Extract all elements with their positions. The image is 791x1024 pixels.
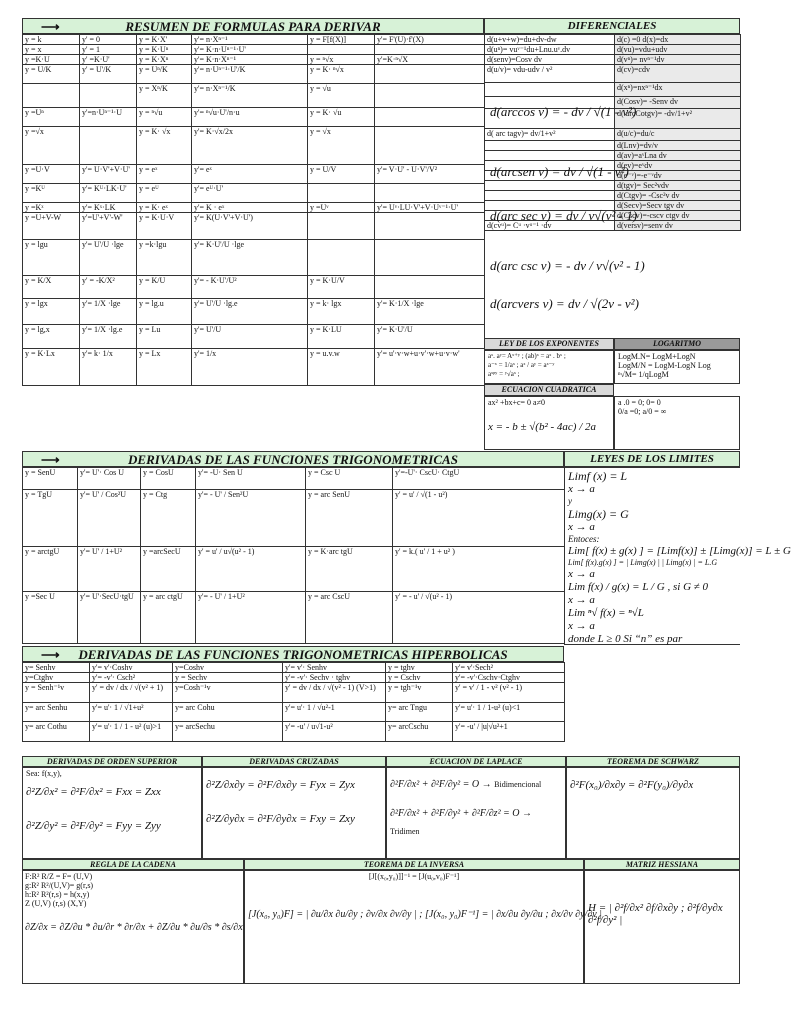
deriv-cell: y = lg,x (23, 325, 80, 349)
diferencial-cell (485, 191, 615, 201)
diferencial-row (485, 45, 741, 55)
deriv-cell: y =Uᵛ (308, 203, 375, 213)
diferencial-cell: d(cvᵘ)= Cᵘ ·vᵘ⁻¹ ·dv (485, 221, 615, 231)
deriv-cell: y'= 1/X ·lg.e (80, 325, 137, 349)
deriv-cell: y = lg.u (137, 299, 192, 325)
hiper-cell: y'= u'· 1 / 1 - u² (u)>1 (90, 722, 173, 742)
hiper-cell: y= arc Cothu (23, 722, 90, 742)
deriv-cell: y = lgu (23, 240, 80, 276)
trig-cell: y'= U'· Cos U (78, 468, 141, 490)
hiper-cell: y = tghv (386, 663, 453, 673)
deriv-cell: y =Kᵁ (23, 184, 80, 203)
deriv-cell: y = √x (308, 127, 375, 165)
trig-cell: y = TgU (23, 490, 78, 547)
hiper-cell: y'= v'·Sech² (453, 663, 565, 673)
trig-row (23, 547, 565, 592)
trig-table (22, 467, 565, 644)
deriv-cell (308, 184, 375, 203)
limite-line: Lim[ f(x).g(x) ] = | Limg(x) | | Limg(x) | = L.G (568, 558, 718, 567)
trig-row (23, 592, 565, 644)
deriv-cell: y'= - K·U'/U² (192, 276, 308, 299)
deriv-cell: y = k· lgx (308, 299, 375, 325)
diferencial-cell: d(Secv)=Secv tgv dv (615, 201, 741, 211)
deriv-row (23, 165, 485, 184)
diferencial-cell (485, 181, 615, 191)
diferencial-row (485, 181, 741, 191)
deriv-cell: y = K·LU (308, 325, 375, 349)
limite-line: x → a (568, 483, 595, 495)
trig-cell: y =arcSecU (141, 547, 196, 592)
deriv-cell: y'= U'/U ·lg.e (192, 299, 308, 325)
deriv-row (23, 65, 485, 84)
d-arcsen-formula: d(arcsen v) = dv / √(1 - v²) (490, 164, 629, 179)
deriv-cell: y = K·Lx (23, 349, 80, 386)
diferencial-cell: d(Cscv)=-cscv ctgv dv (615, 211, 741, 221)
limite-line: x → a (568, 620, 595, 632)
deriv-cell: y = ⁿ√x (308, 55, 375, 65)
d-arccsc-formula: d(arc csc v) = - dv / v√(v² - 1) (490, 258, 645, 273)
deriv-cell: y'= ⁿ√u·U'/n·u (192, 108, 308, 127)
hiper-cell: y'= u'· 1 / √1+u² (90, 703, 173, 722)
diferencial-cell: d( arcCotgv)= -dv/1+v² (615, 109, 741, 129)
deriv-row (23, 108, 485, 127)
limite-line: Limg(x) = G (568, 507, 629, 521)
diferencial-cell (485, 151, 615, 161)
hiper-cell: y'= -u' / u√1-u² (283, 722, 386, 742)
hiper-row (23, 683, 565, 703)
diferenciales-header: DIFERENCIALES (484, 18, 740, 34)
deriv-cell: y'= n·Uⁿ⁻¹·U'/K (192, 65, 308, 84)
deriv-cell: y = √u (308, 84, 375, 108)
deriv-cell (375, 84, 485, 108)
deriv-row (23, 349, 485, 386)
cadena-header: REGLA DE LA CADENA (22, 859, 244, 870)
trig-cell: y = Csc U (306, 468, 393, 490)
deriv-cell: y = K·X' (137, 35, 192, 45)
limite-line: Lim[ f(x) ± g(x) ] = [Limf(x)] ± [Limg(x)] = L ± G (568, 545, 791, 557)
deriv-cell: y'= K·√x/2x (192, 127, 308, 165)
hiper-cell: y'= -u' / |u|√u²+1 (453, 722, 565, 742)
hiper-cell: y' = dv / dx / √(v² - 1) (V>1) (283, 683, 386, 703)
hiper-row (23, 673, 565, 683)
deriv-cell: y' =K·U' (80, 55, 137, 65)
diferenciales-table (484, 34, 741, 231)
diferencial-row (485, 141, 741, 151)
deriv-cell: y =U+V-W (23, 213, 80, 240)
diferencial-cell: d(c) =0 d(x)=dx (615, 35, 741, 45)
diferencial-cell: d(u+v+w)=du+dv-dw (485, 35, 615, 45)
diferencial-cell: d(e⁻ᵛ)=-e⁻ᵛdv (615, 171, 741, 181)
deriv-cell: y = U/K (23, 65, 80, 84)
deriv-cell (308, 45, 375, 55)
deriv-row (23, 35, 485, 45)
diferencial-cell: d(u/c)=du/c (615, 129, 741, 141)
deriv-cell: y = ⁿ√u (137, 108, 192, 127)
deriv-cell (375, 65, 485, 84)
inversa-header: TEOREMA DE LA INVERSA (244, 859, 584, 870)
hiper-cell: y=Cosh⁻¹v (173, 683, 283, 703)
arrow-icon: ⟶ (41, 19, 60, 34)
inversa-box: [J[(x₀,y₀)]]⁻¹ = [J(u₀,v₀)F⁻¹] [J(x₀, y₀)F] = | ∂u/∂x ∂u/∂y ; ∂v/∂x ∂v/∂y | ; [J(x₀, y₀)F⁻¹] = | ∂x/∂u ∂y/∂u ; ∂x/∂v ∂y/∂v | (244, 870, 584, 984)
diferencial-cell: d(Lnv)=dv/v (615, 141, 741, 151)
cuadratica-header: ECUACION CUADRATICA (484, 384, 614, 396)
deriv-cell (375, 213, 485, 240)
orden-header: DERIVADAS DE ORDEN SUPERIOR (22, 756, 202, 767)
limites-content (568, 469, 791, 646)
deriv-cell: y'= n·Xⁿ⁻¹/K (192, 84, 308, 108)
deriv-cell: y'= F'(U)·f'(X) (375, 35, 485, 45)
deriv-row (23, 45, 485, 55)
limite-line: donde L ≥ 0 Si “n” es par (568, 633, 683, 645)
deriv-cell: y = K·U/V (308, 276, 375, 299)
deriv-row (23, 127, 485, 165)
deriv-cell (375, 276, 485, 299)
deriv-cell: y' = U'/K (80, 65, 137, 84)
deriv-row (23, 84, 485, 108)
deriv-cell: y = K/U (137, 276, 192, 299)
deriv-cell: y = K·Uⁿ (137, 45, 192, 55)
diferencial-cell: d(ev)=eᵛdv (615, 161, 741, 171)
hessiana-header: MATRIZ HESSIANA (584, 859, 740, 870)
resumen-header: ⟶ RESUMEN DE FORMULAS PARA DERIVAR (22, 18, 484, 34)
deriv-cell: y'= Kᵁ·LK·U' (80, 184, 137, 203)
deriv-cell: y =K·U (23, 55, 80, 65)
hiper-cell: y = Cschv (386, 673, 453, 683)
hiper-cell: y= arc Senhu (23, 703, 90, 722)
deriv-cell: y' = -K/X² (80, 276, 137, 299)
trig-cell: y = arctgU (23, 547, 78, 592)
trig-cell: y'= - U' / Sen²U (196, 490, 306, 547)
exponentes-header: LEY DE LOS EXPONENTES (484, 338, 614, 350)
hiper-cell: y= arc Cohu (173, 703, 283, 722)
deriv-cell: y'= 1/x (192, 349, 308, 386)
hiper-row (23, 663, 565, 673)
deriv-cell: y = Uⁿ/K (137, 65, 192, 84)
diferencial-cell: d(cv)=cdv (615, 65, 741, 83)
diferencial-cell: d(versv)=senv dv (615, 221, 741, 231)
diferencial-row (485, 35, 741, 45)
orden-box: Sea: f(x,y), ∂²Z/∂x² = ∂²F/∂x² = Fxx = Zxx ∂²Z/∂y² = ∂²F/∂y² = Fyy = Zyy (22, 767, 202, 859)
deriv-cell: y = Xⁿ/K (137, 84, 192, 108)
hiper-cell: y= arc Tngu (386, 703, 453, 722)
diferencial-cell: d(vu)=vdu+udv (615, 45, 741, 55)
diferencial-cell: d(Cosv)= -Senv dv (615, 97, 741, 109)
limite-line: y (568, 496, 572, 506)
trig-cell: y'= U' / Cos²U (78, 490, 141, 547)
deriv-cell: y =Kˣ (23, 203, 80, 213)
deriv-cell: y = K/X (23, 276, 80, 299)
arrow-icon: ⟶ (41, 647, 60, 662)
hiper-cell: y'= -v'· Csch² (90, 673, 173, 683)
deriv-cell: y = Lu (137, 325, 192, 349)
hiper-cell: y= Senhv (23, 663, 90, 673)
deriv-cell (375, 108, 485, 127)
limite-line: Limf (x) = L (568, 469, 628, 483)
diferencial-row (485, 83, 741, 97)
diferencial-cell: d(tgv)= Sec²vdv (615, 181, 741, 191)
deriv-cell: y'= U'/U (192, 325, 308, 349)
cadena-box: F:R² R/Z = F= (U,V) g:R² R²/(U,V)= g(r,s) h:R² R²(r,s) = h(x,y) Z (U,V) (r,s) (X,Y) ∂Z/∂x = ∂Z/∂u * ∂u/∂r * ∂r/∂x + ∂Z/∂u * ∂u/∂s * ∂s/∂x (22, 870, 244, 984)
diferencial-cell: d(Ctgv)= -Csc²v dv (615, 191, 741, 201)
trig-header: ⟶ DERIVADAS DE LAS FUNCIONES TRIGONOMETRICAS (22, 451, 564, 467)
hiper-cell: y = Senh⁻¹v (23, 683, 90, 703)
limite-line: Lim f(x) / g(x) = L / G , si G ≠ 0 (568, 581, 709, 593)
deriv-cell: y'= K·1/X ·lge (375, 299, 485, 325)
deriv-cell: y'= 1/X ·lge (80, 299, 137, 325)
deriv-cell (375, 240, 485, 276)
cuadratica-box: ax² +bx+c= 0 a≠0 x = - b ± √(b² - 4ac) / 2a (484, 396, 614, 450)
deriv-cell: y'= k· 1/x (80, 349, 137, 386)
d-arcsec-formula: d(arc sec v) = dv / v√(v² - 1) (490, 208, 638, 223)
deriv-row (23, 213, 485, 240)
arrow-icon: ⟶ (41, 452, 60, 467)
limite-line: Entoces: (568, 534, 600, 544)
deriv-cell: y'= eᵁ·U' (192, 184, 308, 203)
deriv-row (23, 203, 485, 213)
deriv-cell: y'= Kˣ·LK (80, 203, 137, 213)
deriv-row (23, 299, 485, 325)
trig-cell: y'= U'·SecU·tgU (78, 592, 141, 644)
deriv-cell: y = u.v.w (308, 349, 375, 386)
schwarz-header: TEOREMA DE SCHWARZ (566, 756, 740, 767)
hiper-cell: y'= v'·Coshv (90, 663, 173, 673)
limite-line: Lim ⁿ√ f(x) = ⁿ√L (568, 607, 644, 619)
deriv-cell: y =Uⁿ (23, 108, 80, 127)
deriv-row (23, 240, 485, 276)
deriv-cell (308, 240, 375, 276)
trig-row (23, 490, 565, 547)
hiper-cell: y'= u'· 1 / 1-u² (u)<1 (453, 703, 565, 722)
trig-cell: y'= -U· Sen U (196, 468, 306, 490)
trig-cell: y = K·arc tgU (306, 547, 393, 592)
trig-cell: y = Ctg (141, 490, 196, 547)
exponentes-box: aˣ. aʸ= Aˣ⁺ʸ ; (ab)ˣ = aˣ . bˣ ; a⁻ˣ = 1/aˣ ; aˣ / aʸ = aˣ⁻ʸ aˣᵖʸ = ʸ√aˣ ; (484, 350, 614, 384)
laplace-box: ∂²F/∂x² + ∂²F/∂y² = O → Bidimencional ∂²F/∂x² + ∂²F/∂y² + ∂²F/∂z² = O → Tridimen (386, 767, 566, 859)
hiper-cell: y' = dv / dx / √(v² + 1) (90, 683, 173, 703)
diferencial-cell: d(xⁿ)=nxⁿ⁻¹dx (615, 83, 741, 97)
deriv-cell (80, 84, 137, 108)
limite-line: x → a (568, 594, 595, 606)
deriv-cell: y' = 1 (80, 45, 137, 55)
hiper-cell: y' = v' / 1 - v² (v² - 1) (453, 683, 565, 703)
deriv-row (23, 325, 485, 349)
deriv-cell: y = K· √x (137, 127, 192, 165)
hiper-cell: y = Sechv (173, 673, 283, 683)
d-arcvers-formula: d(arcvers v) = dv / √(2v - v²) (490, 296, 639, 311)
deriv-cell: y = K· √u (308, 108, 375, 127)
deriv-row (23, 55, 485, 65)
diferencial-cell: d( arc tagv)= dv/1+v² (485, 129, 615, 141)
hiper-cell: y'= -v'· Sechv · tghv (283, 673, 386, 683)
deriv-cell: y'= K·n·Uⁿ⁻¹·U' (192, 45, 308, 55)
trig-cell: y = SenU (23, 468, 78, 490)
deriv-cell: y'= Uᵛ·LU·V'+V·Uᵛ⁻¹·U' (375, 203, 485, 213)
trig-cell: y'= U' / 1+U² (78, 547, 141, 592)
trig-row (23, 468, 565, 490)
hiper-cell: y=Coshv (173, 663, 283, 673)
deriv-cell: y'= K · eˣ (192, 203, 308, 213)
diferencial-row (485, 55, 741, 65)
deriv-cell: y'= K·n·Xⁿ⁻¹ (192, 55, 308, 65)
limite-line: x → a (568, 568, 595, 580)
hiper-cell: y'= -v'·Cschv·Ctghv (453, 673, 565, 683)
limite-line: x → a (568, 521, 595, 533)
diferencial-row (485, 151, 741, 161)
trig-cell: y'=-U'· CscU· CtgU (393, 468, 565, 490)
diferencial-cell (485, 83, 615, 97)
trig-cell: y' = u' / u√(u² - 1) (196, 547, 306, 592)
deriv-cell (375, 127, 485, 165)
hiper-row (23, 703, 565, 722)
trig-cell: y' = u' / √(1 - u²) (393, 490, 565, 547)
deriv-cell: y = K·Xⁿ (137, 55, 192, 65)
hiper-cell: y = tgh⁻¹v (386, 683, 453, 703)
diferencial-cell (485, 141, 615, 151)
diferencial-cell: d(uⁿ)= vuᵛ⁻¹du+Lnu.uᵛ.dv (485, 45, 615, 55)
derivative-table (22, 34, 485, 386)
hiper-table (22, 662, 565, 742)
cruzadas-header: DERIVADAS CRUZADAS (202, 756, 386, 767)
deriv-cell: y = x (23, 45, 80, 55)
trig-cell: y = arc SenU (306, 490, 393, 547)
deriv-cell: y'= K·U'/U (375, 325, 485, 349)
hessiana-box: H = | ∂²f/∂x² ∂f/∂x∂y ; ∂²f/∂y∂x ∂²f/∂y² | (584, 870, 740, 984)
diferencial-cell: d(senv)=Cosv dv (485, 55, 615, 65)
deriv-cell: y = k (23, 35, 80, 45)
hiper-cell: y'= u'· 1 / √u²-1 (283, 703, 386, 722)
trig-cell: y' = k.( u' / 1 + u² ) (393, 547, 565, 592)
deriv-cell: y' = 0 (80, 35, 137, 45)
logaritmo-header: LOGARITMO (614, 338, 740, 350)
deriv-cell: y =k·lgu (137, 240, 192, 276)
hiper-cell: y=Ctghv (23, 673, 90, 683)
trig-cell: y =Sec U (23, 592, 78, 644)
deriv-cell: y'= n·Xⁿ⁻¹ (192, 35, 308, 45)
deriv-cell: y = U/V (308, 165, 375, 184)
diferencial-row (485, 65, 741, 83)
diferencial-row (485, 129, 741, 141)
hiper-row (23, 722, 565, 742)
deriv-cell: y = lgx (23, 299, 80, 325)
schwarz-box: ∂²F(x₀)/∂x∂y = ∂²F(y₀)/∂y∂x (566, 767, 740, 859)
deriv-cell (80, 127, 137, 165)
diferencial-cell: d(u/v)= vdu-udv / v² (485, 65, 615, 83)
leyes-header: LEYES DE LOS LIMITES (564, 451, 740, 467)
trig-cell: y = arc ctgU (141, 592, 196, 644)
deriv-cell: y = Lx (137, 349, 192, 386)
diferencial-row (485, 191, 741, 201)
deriv-row (23, 276, 485, 299)
trig-cell: y' = - u' / √(u² - 1) (393, 592, 565, 644)
deriv-cell: y'= K·U'/U ·lge (192, 240, 308, 276)
deriv-cell: y'=n·Uⁿ⁻¹·U (80, 108, 137, 127)
deriv-cell: y'=K·ⁿ√X (375, 55, 485, 65)
diferencial-cell: d(av)=aᵛLna dv (615, 151, 741, 161)
logaritmo-box: LogM.N= LogM+LogN LogM/N = LogM-LogN Log ⁿ√M= 1/qLogM (614, 350, 740, 384)
trig-cell: y = CosU (141, 468, 196, 490)
deriv-cell: y'= K(U·V'+V·U') (192, 213, 308, 240)
deriv-cell: y = F[f(X)] (308, 35, 375, 45)
deriv-cell: y = K·U·V (137, 213, 192, 240)
deriv-cell: y'= u'·v·w+u·v'·w+u·v·w' (375, 349, 485, 386)
deriv-row (23, 184, 485, 203)
diferencial-cell: d(vⁿ)= nvⁿ⁻¹dv (615, 55, 741, 65)
hiper-cell: y'= v'· Senhv (283, 663, 386, 673)
deriv-cell: y = K· eˣ (137, 203, 192, 213)
deriv-cell: y = eˣ (137, 165, 192, 184)
deriv-cell: y'= U·V'+V·U' (80, 165, 137, 184)
deriv-cell: y =U·V (23, 165, 80, 184)
deriv-cell (375, 184, 485, 203)
deriv-cell: y'= U'/U ·lge (80, 240, 137, 276)
deriv-cell: y = K· ⁿ√x (308, 65, 375, 84)
trig-cell: y'= - U' / 1+U² (196, 592, 306, 644)
deriv-cell (308, 213, 375, 240)
deriv-cell: y'= V·U' - U·V'/V² (375, 165, 485, 184)
ceros-box: a .0 = 0; 0= 0 0/a =0; a/0 = ∞ (614, 396, 740, 450)
deriv-cell (375, 45, 485, 55)
hiper-header: ⟶ DERIVADAS DE LAS FUNCIONES TRIGONOMETRICAS HIPERBOLICAS (22, 646, 564, 662)
deriv-cell: y'= eˣ (192, 165, 308, 184)
cruzadas-box: ∂²Z/∂x∂y = ∂²F/∂x∂y = Fyx = Zyx ∂²Z/∂y∂x = ∂²F/∂y∂x = Fxy = Zxy (202, 767, 386, 859)
hiper-cell: y= arcSechu (173, 722, 283, 742)
laplace-header: ECUACION DE LAPLACE (386, 756, 566, 767)
deriv-cell: y =√x (23, 127, 80, 165)
deriv-cell: y = eᵁ (137, 184, 192, 203)
trig-cell: y = arc CscU (306, 592, 393, 644)
deriv-cell (23, 84, 80, 108)
deriv-cell: y'=U'+V'-W' (80, 213, 137, 240)
d-arccos-formula: d(arccos v) = - dv / √(1 - v²) (490, 104, 637, 119)
hiper-cell: y= arcCschu (386, 722, 453, 742)
